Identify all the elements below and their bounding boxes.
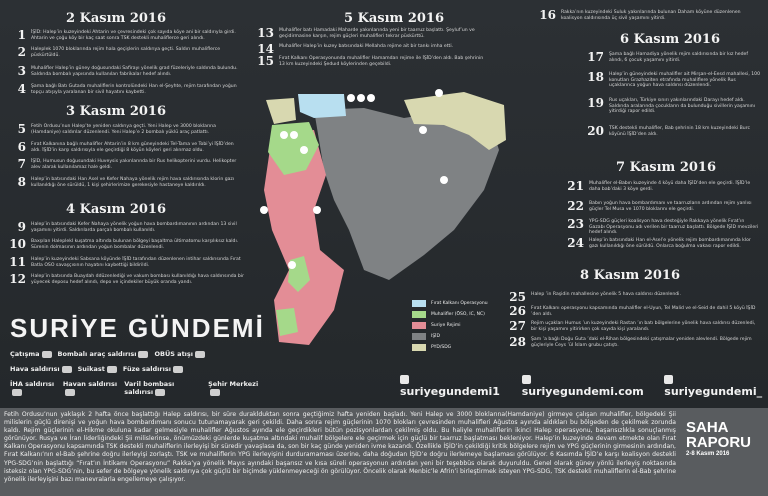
date-heading: 7 Kasım 2016 bbox=[616, 160, 717, 175]
event-marker-17 bbox=[288, 261, 296, 269]
event-marker-7 bbox=[313, 206, 321, 214]
event-marker-5 bbox=[280, 131, 288, 139]
event-item: 27 Rejim uçakları Humus ’un kuzeyindeki Rastan ’ın batı bölgelerine yönelik hava saldırısı düzenledi, bir kişi yaşamını yitirirken çok sayıda kişi yaralandı. bbox=[509, 319, 756, 333]
airstrike-legend: Hava saldırısı bbox=[10, 365, 72, 373]
globe-icon bbox=[522, 375, 531, 384]
summary-text: Fetih Ordusu’nun yaklaşık 2 hafta önce başlattığı Halep saldırısı, bir süre duraklduktan sonra geçtiğimiz hafta yeniden başladı. Yeni Halep ve 3000 bloklarına(Hamdaniye) girmeye çalışan muhalifler, bölgedeki Şii milislerin güçlü direnişi ve yoğun hava bombardımanı sonucu tutunamayarak geri çekildi. Daha sonra rejim güçlerinin 1070 blokları çevresinden muhalifleri Ağustos ayında aldıkları bu bölgeden de çekilmek zorunda kaldı. Rejim güçlerinin el-Hikme okuluna kadar gelmesiyle muhalifler Ağustos ayında ele geçirdikleri bütün pozisyonlardan çekilmiş oldu. Bu haliyle muhaliflerin ikinci Halep operasyonu, başarısızlıkla sonuçlanmış görünüyor. Rusya ve İran liderliğindeki Şii milislerinse, önümüzdeki günlerde kuşatma altındaki muhalif bölgelere ele geçirmek için güçlü bir taarruz başlatması bekleniyor. Halep’in kuzeyinde devam etmekte olan Fırat Kalkanı Operasyonu kapsamında TSK destekli muhaliflerin ilerleyişi bir süredir yavaşlasa da, son bir kaç günde yeniden ivme kazandı. Özellikle İŞİD’in çekildiği kritik bölgelere rejim ve YPG güçlerinin girmesinin ardından, Fırat Kalkanı’nın el-Bab şehrine doğru ilerleyişi zorlaştı. TSK ve muhaliflerin YPG ilerleyişini durduramaması üzerine, daha doğudan İŞİD’e doğru ilerlemeye başlaması görülüyor. 6 Kasımda İŞİD’e karşı koalisyon destekli YPG-SDG’nin başlattığı “Fırat’ın İntikamı Operasyonu” Rakka’ya yönelik Mayıs ayındaki başarısız ve kısa süreli operasyonun ardından yeni bir teşebbüs olarak duyuruldu. Genel olarak güney yönlü ilerleyiş noktasında isteksiz olan YPG-SDG’nin, bu sefer de bölgeye yönelik saldırıya çok güçlü bir biçimde yüklenmeyeceği ön görülüyor. Öncelik olarak Menbic’le Afrin’i birleştirmek isteyen YPG-SDG, TSK destekli muhaliflerin el-Bab şehrine yönelik ilerleyişini bazı manevralarla engellemeye çalışıyor. bbox=[4, 411, 676, 483]
event-item: 26 Fırat Kalkanı operasyonu kapsamında muhalifler el-Uyun, Tel Malid ve el-Seid de dahil 5 köyü İŞİD ’den aldı. bbox=[509, 304, 756, 318]
firat-kalkani bbox=[298, 94, 346, 118]
date-heading: 3 Kasım 2016 bbox=[66, 104, 167, 119]
brand-logo: SURİYE GÜNDEMİ bbox=[10, 313, 265, 343]
event-item: 16 Rakka’nın kuzeyindeki Suluk yakınlarında bulunan Daham köyüne düzenlenen koalisyon saldırısında üç sivil yaşamını yitirdi. bbox=[539, 8, 741, 22]
event-item: 8 Halep’in batısındaki Han Asel ve Kefer Nahaya yönelik rejim hava saldırısında klorin gazı kullanıldığı öne sürüldü, 1 kişi şehirlerimize gerekesiyle hastaneye kaldırıldı. bbox=[17, 175, 235, 189]
date-heading: 5 Kasım 2016 bbox=[344, 11, 445, 26]
event-item: 7 İŞİD, Humusun doğusundaki Huveysis yakınlarında bir Rus helikopterini vurdu. Helikopter alev alarak kullanılamaz hale geldi. bbox=[17, 157, 237, 171]
mortar-legend: Havan saldırısı bbox=[63, 380, 118, 396]
legend-item: Muhalifler (ÖSO, IC, NC) bbox=[412, 311, 502, 318]
facebook-link[interactable]: suriyegundemi1 bbox=[400, 372, 506, 398]
date-heading: 2 Kasım 2016 bbox=[66, 11, 167, 26]
legend-item: Suriye Rejimi bbox=[412, 322, 502, 329]
summary-panel bbox=[0, 408, 768, 496]
legend-item: Fırat Kalkanı Operasyonu bbox=[412, 300, 502, 307]
twitter-link[interactable]: suriyegundemi_ bbox=[664, 372, 768, 398]
event-marker-27 bbox=[260, 206, 268, 214]
car-bomb-legend: Bombalı araç saldırısı bbox=[58, 350, 149, 358]
website-link[interactable]: suriyegundemi.com bbox=[522, 372, 649, 398]
event-item: 17 Şama bağlı Hamadiya yönelik rejim saldırısında bir kız hedef alındı, 6 çocuk yaşamını yitirdi. bbox=[587, 50, 748, 64]
event-item: 20 TSK destekli muhalifler, Bab şehrinin 18 km kuzeyindeki Burc köyünü İŞİD’den aldı. bbox=[587, 124, 751, 138]
event-item: 25 Halep ’in Raşidin mahallesine yönelik 5 hava saldırısı düzenlendi. bbox=[509, 290, 681, 304]
event-item: 3 Muhalifler Halep’in güney doğusundaki Safirayı yönelik grad füzeleriyle saldırıda bulundu. Saldırıda bombalı yapısında kullanılan fabrikalar hedef alındı. bbox=[17, 64, 238, 78]
event-marker-6 bbox=[357, 94, 365, 102]
event-item: 9 Halep’in batısındaki Kefer Nahaya yönelik yoğun hava bombardımanının ardından 13 sivil yaşamını yitirdi. Saldırılarda parçalı bombalı kullanıldı. bbox=[17, 220, 237, 234]
ypg-afrin bbox=[266, 98, 296, 124]
legend-item: PYD/SDG bbox=[412, 344, 502, 351]
event-item: 23 YPG-SDG güçleri koalisyon hava desteğiyle Rakkaya yönelik Fırat’ın Gazabı Operasyonu adı verilen bir taarruz başlattı. Bölgede İŞİD mevzileri hedef alındı. bbox=[567, 217, 759, 236]
date-heading: 4 Kasım 2016 bbox=[66, 202, 167, 217]
event-marker-18 bbox=[300, 146, 308, 154]
event-marker-16 bbox=[435, 89, 443, 97]
event-item: 1 İŞİD: Halep’in kuzeyindeki Ahtarin ve çevresindeki çok sayıda köye ani bir saldırıyla girdi. Ahtarin ve çoğu köy bir kaç saat sonra TSK destekli muhaliflerce geri alındı. bbox=[17, 28, 236, 42]
event-item: 13 Muhalifler batı Hamadaki Maharde yakınlarında yeni bir taarruz başlattı. Şeyluf’un ve geçidirmasine karşın, rejim güçleri muhalifleri tekrar püskürttü. bbox=[257, 26, 475, 40]
event-item: 2 Haleplek 1070 bloklarında rejim hala geçişlerin saldırıya geçti. Saldırı muhaliflerce püskürtüldü. bbox=[17, 45, 221, 59]
drone-legend: İHA saldırısı bbox=[10, 380, 57, 396]
assassination-legend: Suikast bbox=[78, 365, 117, 373]
event-item: 19 Rus uçakları, Türkiye sınırı yakınlarındaki Darayı hedef aldı. Saldırıda aralarında çocukların da bulunduğu sivillerin yaşamını yitirdiği rapor edildi. bbox=[587, 96, 755, 115]
city-center-legend: Şehir Merkezi bbox=[208, 380, 260, 396]
map-legend bbox=[412, 300, 502, 355]
event-item: 10 Baxşılan Haleplekl kuşatma altında bulunan bölgeyi başaltma ültimatomu karşılıksız kaldı. Sürenin dolmasının ardından yoğun bombalar düzenlendi. bbox=[9, 237, 239, 251]
facebook-icon bbox=[400, 375, 409, 384]
event-marker-9b bbox=[440, 176, 448, 184]
date-heading: 6 Kasım 2016 bbox=[620, 32, 721, 47]
social-links bbox=[400, 372, 768, 398]
event-item: 28 Şam ’a bağlı Doğu Guta ’daki el-Rihan bölgesindeki çatışmalar yeniden alevlendi. Bölgede rejim güçleriyle Ceys ’ül İslam grubu çatıştı. bbox=[509, 335, 752, 349]
event-item: 6 Fırat Kalkanına bağlı muhalifler Ahtarin’in 8 km güneyindeki Tel-Tama ve Tobi’yi İŞİD’den aldı. İŞİD’in karşı saldırısıyla ele geçirdiği 8 köyün köyleri geri alınmaz oldu. bbox=[17, 140, 234, 154]
event-item: 5 Fetih Ordusu’nun Halep’te yeniden saldırıya geçti. Yeni Halep ve 3000 bloklarına (Hamdaniye) saldırılar düzenlendi. Yeni Halep’e 2 bombalı yüklü araç patlattı. bbox=[17, 122, 216, 136]
event-item: 18 Halep’in güneyindeki muhalifler ait Mirşan-el-Eesd mahallesi, 100 konutları Grazhaziten etrafında muhaliflere yönelik Rus uçaklarınca yoğun hava saldırısı düzenlendi. bbox=[587, 70, 761, 89]
event-item: 21 Muhalifler el-Babın kuzeyinde 4 köyü daha İŞİD’den ele geçirdi. İŞİD’le daha bab’daki 3 köye gerdi. bbox=[567, 179, 751, 193]
barrel-bomb-legend: Varil bombası saldırısı bbox=[124, 380, 175, 396]
event-item: 15 Fırat Kalkanı Operasyonunda muhalifler Hamamdan rejime ile İŞİD’den aldı. Bab şehrinin 13 km kuzeyindeki Şeduıd köylerinden geçebildi. bbox=[257, 54, 484, 68]
event-item: 11 Halep’in kuzeyindeki Sabsana köyünde İŞİD tarafından düzenlenen intihar saldırısında Fırat Batla OSO savaşçısının hayatını kaybettiği bildirildi. bbox=[9, 255, 241, 269]
missile-legend: Füze saldırısı bbox=[123, 365, 183, 373]
legend-item: IŞİD bbox=[412, 333, 502, 340]
event-item: 12 Halep’in batısında Buaydah ddüzenlediği ve vakum bombası kullanıldığı hava saldırısında bir yüyecek deposu hedef alındı, depo ve içindekiler büyük oranda yandı. bbox=[9, 272, 245, 286]
event-item: 14 Muhalifler Halep’in kuzey batısındaki Mellahda rejime ait bir tankı imha etti. bbox=[257, 42, 454, 56]
icon-legend bbox=[10, 350, 260, 403]
event-marker-26 bbox=[367, 94, 375, 102]
howitzer-legend: OBÜS atışı bbox=[154, 350, 205, 358]
report-badge: SAHA RAPORU 2-8 Kasım 2016 bbox=[686, 419, 752, 457]
event-marker-23 bbox=[419, 126, 427, 134]
date-heading: 8 Kasım 2016 bbox=[580, 268, 681, 283]
event-item: 24 Halep’in batısındaki Han el-Asel’e yönelik rejim bombardımanında klor gazı kullanıldığı öne sürüldü. Onlarca boğulma vakası rapor edildi. bbox=[567, 236, 751, 250]
event-marker-15 bbox=[347, 94, 355, 102]
event-item: 22 Babın yoğun hava bombardımanı ve taarruzların ardından rejim yanlısı güçler Tel Musa ve 1070 bloklarını ele geçirdi. bbox=[567, 199, 752, 213]
event-item: 4 Şama bağlı Batı Gutada muhaliflerin kontrolündeki Han el-Şeyhte, rejim tarafından yoğun topçu atışıyla yaralanan bir sivil hayatını kaybetti. bbox=[17, 82, 237, 96]
event-marker-9 bbox=[290, 131, 298, 139]
clash-legend: Çatışma bbox=[10, 350, 52, 358]
twitter-icon bbox=[664, 375, 673, 384]
